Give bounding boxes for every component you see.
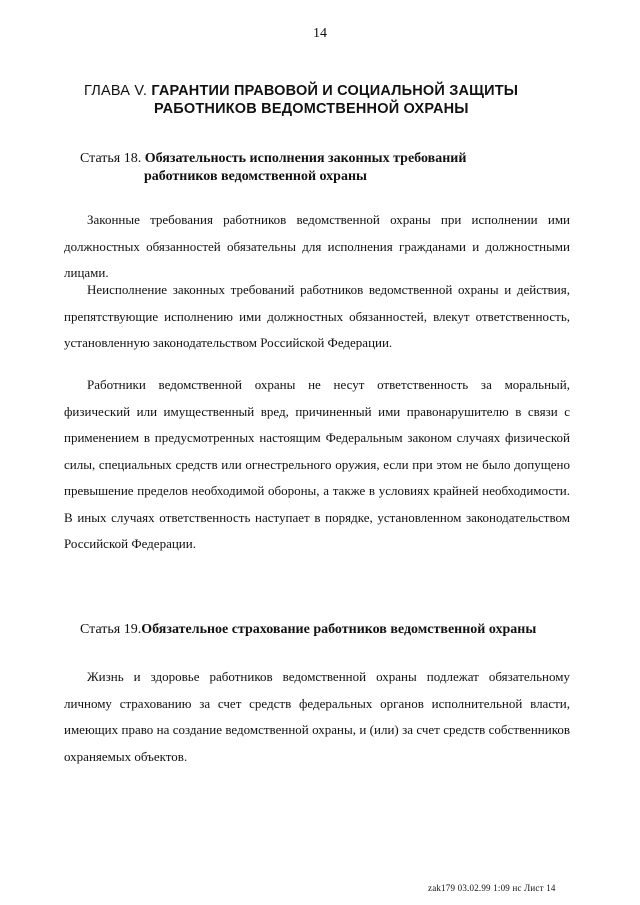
article-19-label: Статья 19. — [80, 622, 142, 637]
article-18-label: Статья 18. — [80, 151, 142, 166]
article-18-title-line2: работников ведомственной охраны — [144, 169, 367, 184]
page-number: 14 — [313, 26, 327, 41]
chapter-title-line1: ГАРАНТИИ ПРАВОВОЙ И СОЦИАЛЬНОЙ ЗАЩИТЫ — [151, 83, 519, 99]
article-18-paragraph-3: Работники ведомственной охраны не несут ответственность за моральный, физический или имущественный вред, причиненный ими правонарушителю в связи с применением в предусмотренных настоящим Федеральным законом случаях физической силы, специальных средств или огнестрельного оружия, если при этом не было допущено превышение пределов необходимой обороны, а также в условиях крайней необходимости. В иных случаях ответственность наступает в порядке, установленном законодательством Российской Федерации. — [64, 377, 570, 551]
article-19-heading — [80, 621, 600, 639]
chapter-prefix: ГЛАВА V. — [84, 83, 148, 99]
article-18-title-line1: Обязательность исполнения законных требований — [144, 151, 467, 166]
article-19-title: Обязательное страхование работников ведомственной охраны — [141, 622, 537, 637]
article-18-paragraph-1: Законные требования работников ведомственной охраны при исполнении ими должностных обязанностей обязательны для исполнения гражданами и должностными лицами. — [64, 212, 570, 280]
article-18-heading — [80, 150, 600, 186]
article-18-paragraph-2: Неисполнение законных требований работников ведомственной охраны и действия, препятствующие исполнению ими должностных обязанностей, влекут ответственность, установленную законодательством Российской Федерации. — [64, 282, 570, 350]
chapter-title-line2: РАБОТНИКОВ ВЕДОМСТВЕННОЙ ОХРАНЫ — [154, 101, 469, 117]
chapter-heading — [84, 82, 584, 118]
article-19-paragraph-1: Жизнь и здоровье работников ведомственной охраны подлежат обязательному личному страхованию за счет средств федеральных органов исполнительной власти, имеющих право на создание ведомственной охраны, и (или) за счет средств собственников охраняемых объектов. — [64, 669, 570, 764]
page-footer: zak179 03.02.99 1:09 нс Лист 14 — [428, 883, 556, 893]
